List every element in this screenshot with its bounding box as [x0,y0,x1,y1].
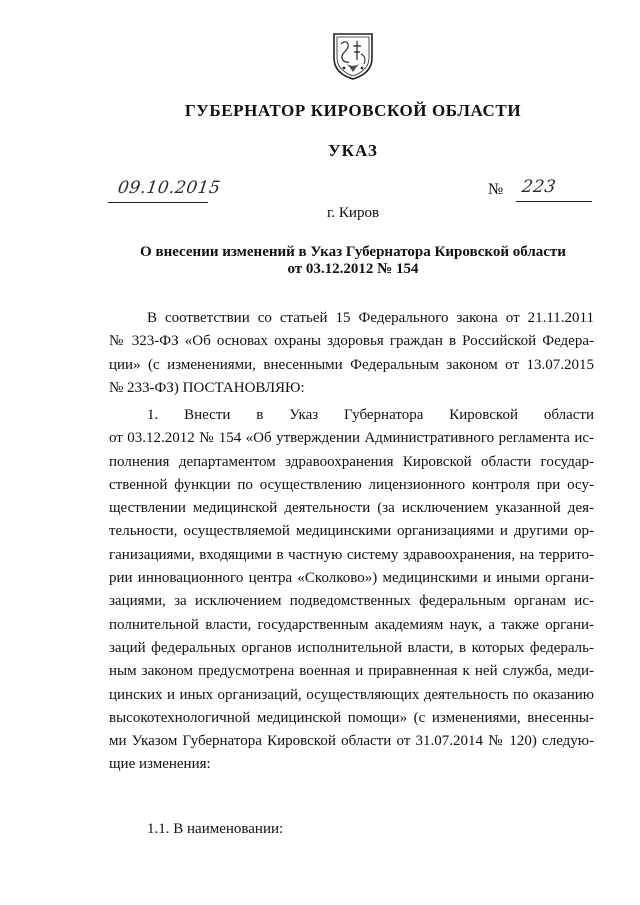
text-line: В соответствии со статьей 15 Федерального закона от 21.11.2011 [147,310,594,326]
handwritten-date: 09.10.2015 [116,178,222,198]
number-underline [516,201,592,202]
text-line: рии инновационного центра «Сколково») медицинскими и иными органи- [109,570,594,587]
text-line: ции» (с изменениями, внесенными Федеральным законом от 13.07.2015 [109,356,594,373]
text-line: цинских и иных организаций, осуществляющих деятельность по оказанию [109,686,594,703]
number-field [488,172,592,202]
text-line: от 03.12.2012 № 154 «Об утверждении Административного регламента ис- [109,430,594,447]
text-line: заций федеральных органов исполнительной власти, в которых федераль- [109,639,594,656]
text-line: высокотехнологичной медицинской помощи» (с изменениями, внесенны- [109,709,594,726]
issuer-title: ГУБЕРНАТОР КИРОВСКОЙ ОБЛАСТИ [184,101,522,120]
text-line: № 233-ФЗ) ПОСТАНОВЛЯЮ: [109,379,305,396]
text-line: ственной функции по осуществлению лицензионного контроля при осу- [109,476,594,493]
paragraph-item-1 [109,404,594,777]
subject-line-2: от 03.12.2012 № 154 [287,261,419,277]
document-type: УКАЗ [328,141,378,160]
city-line: г. Киров [326,205,380,221]
text-line: щие изменения: [109,756,211,773]
text-line: 1.1. В наименовании: [147,821,284,837]
text-line: ми Указом Губернатора Кировской области от 31.07.2014 № 120) следую- [109,733,594,750]
text-line: тельности, осуществляемой медицинскими организациями и другими ор- [109,523,594,540]
paragraph-item-1-1 [109,818,594,841]
text-line: полнения департаментом здравоохранения Кировской области государ- [109,453,594,470]
text-line: ществлении медицинской деятельности (за исключением указанной дея- [109,500,594,517]
paragraph-preamble [109,307,594,400]
date-field [108,172,222,203]
text-line: зациями, за исключением подведомственных федеральным органам ис- [109,593,594,610]
text-line: ганизациями, входящими в частную систему здравоохранения, на террито- [109,546,594,563]
text-line: ным законом предусмотрена военная и приравненная к ней служба, меди- [109,663,594,680]
coat-of-arms-icon [331,32,375,80]
subject-line-1: О внесении изменений в Указ Губернатора Кировской области [140,244,566,260]
text-line: полнительной власти, государственным академиям наук, а также органи- [109,616,594,633]
handwritten-number: 223 [520,177,558,197]
number-label: № [488,181,504,198]
text-line: 1. Внести в Указ Губернатора Кировской области [147,407,594,423]
document-subject [110,244,596,278]
text-line: № 323-ФЗ «Об основах охраны здоровья граждан в Российской Федера- [109,333,594,350]
